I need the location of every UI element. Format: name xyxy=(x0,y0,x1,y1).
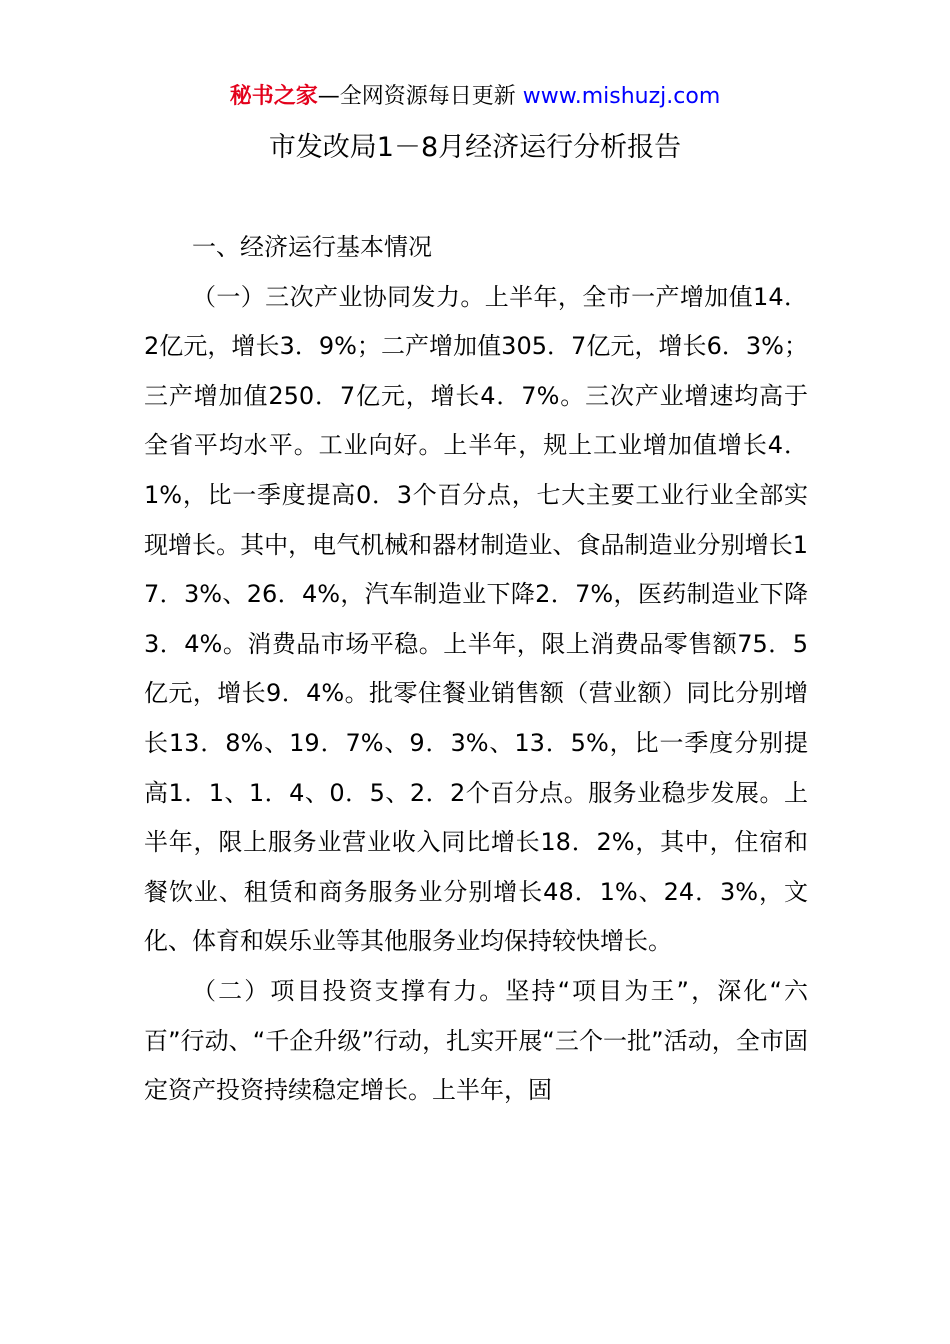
document-body xyxy=(144,223,808,1116)
header-tagline: —全网资源每日更新 xyxy=(317,84,523,109)
document-title: 市发改局1－8月经济运行分析报告 xyxy=(268,132,682,163)
site-url-link[interactable]: www.mishuzj.com xyxy=(522,84,721,109)
site-header xyxy=(0,80,950,114)
paragraph-2: （二）项目投资支撑有力。坚持“项目为王”，深化“六百”行动、“千企升级”行动，扎实开展“三个一批”活动，全市固定资产投资持续稳定增长。上半年，固 xyxy=(144,976,808,1105)
paragraph-1: （一）三次产业协同发力。上半年，全市一产增加值14．2亿元，增长3．9%；二产增加值305．7亿元，增长6．3%；三产增加值250．7亿元，增长4．7%。三次产业增速均高于全省平均水平。工业向好。上半年，规上工业增加值增长4．1%，比一季度提高0．3个百分点，七大主要工业行业全部实现增长。其中，电气机械和器材制造业、食品制造业分别增长17．3%、26．4%，汽车制造业下降2．7%，医药制造业下降3．4%。消费品市场平稳。上半年，限上消费品零售额75．5亿元，增长9．4%。批零住餐业销售额（营业额）同比分别增长13．8%、19．7%、9．3%、13．5%，比一季度分别提高1．1、1．4、0．5、2．2个百分点。服务业稳步发展。上半年，限上服务业营业收入同比增长18．2%，其中，住宿和餐饮业、租赁和商务服务业分别增长48．1%、24．3%，文化、体育和娱乐业等其他服务业均保持较快增长。 xyxy=(144,282,808,956)
section-heading: 一、经济运行基本情况 xyxy=(192,233,432,261)
brand-name: 秘书之家 xyxy=(229,84,318,109)
